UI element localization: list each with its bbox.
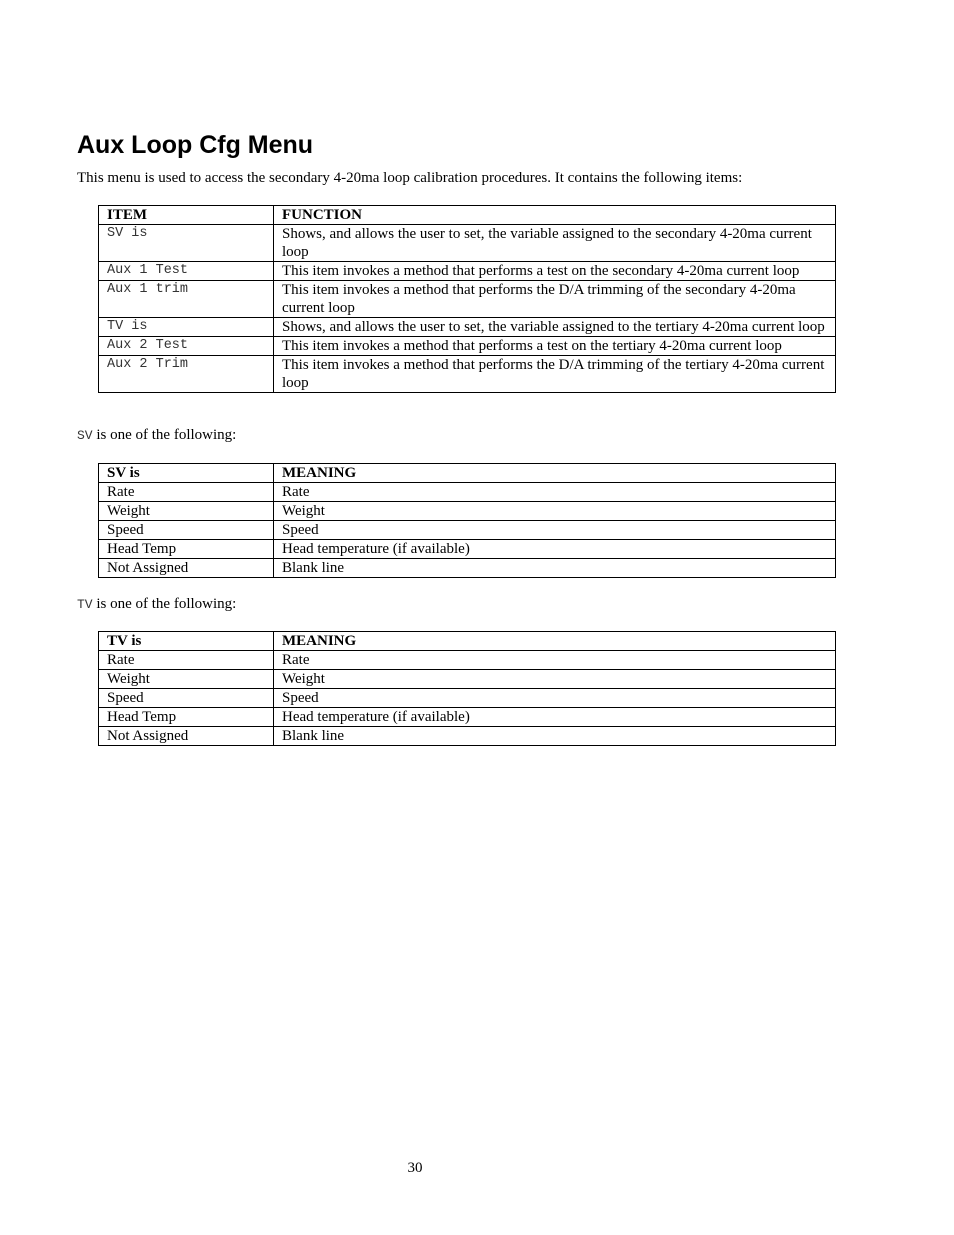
table-header-row [99, 206, 836, 225]
table-row [99, 225, 836, 262]
function-cell: This item invokes a method that performs the D/A trimming of the tertiary 4-20ma current loop [274, 356, 836, 393]
item-cell: Aux 1 trim [99, 281, 274, 318]
sv-code: SV [77, 428, 93, 443]
table-row [99, 689, 836, 708]
page-number: 30 [407, 1160, 423, 1176]
meaning-cell: Speed [274, 689, 836, 708]
value-cell: Speed [99, 689, 274, 708]
column-header-meaning: MEANING [274, 632, 836, 651]
sv-intro-paragraph [77, 426, 236, 445]
item-cell: Aux 1 Test [99, 262, 274, 281]
tv-table [98, 631, 836, 746]
column-header-sv: SV is [99, 464, 274, 483]
meaning-cell: Head temperature (if available) [274, 708, 836, 727]
value-cell: Head Temp [99, 708, 274, 727]
meaning-cell: Rate [274, 483, 836, 502]
table-row [99, 318, 836, 337]
meaning-cell: Blank line [274, 559, 836, 578]
table-row [99, 281, 836, 318]
item-cell: SV is [99, 225, 274, 262]
table-row [99, 651, 836, 670]
column-header-tv: TV is [99, 632, 274, 651]
table-row [99, 708, 836, 727]
item-cell: TV is [99, 318, 274, 337]
table-header-row [99, 632, 836, 651]
tv-intro-text: is one of the following: [92, 596, 237, 612]
function-cell: Shows, and allows the user to set, the variable assigned to the tertiary 4-20ma current loop [274, 318, 836, 337]
column-header-item: ITEM [99, 206, 274, 225]
value-cell: Speed [99, 521, 274, 540]
function-cell: Shows, and allows the user to set, the variable assigned to the secondary 4-20ma current loop [274, 225, 836, 262]
intro-paragraph: This menu is used to access the secondary 4-20ma loop calibration procedures. It contains the following items: [77, 170, 743, 186]
meaning-cell: Head temperature (if available) [274, 540, 836, 559]
meaning-cell: Blank line [274, 727, 836, 746]
value-cell: Rate [99, 483, 274, 502]
table-row [99, 727, 836, 746]
tv-intro-paragraph [77, 595, 236, 614]
column-header-meaning: MEANING [274, 464, 836, 483]
value-cell: Not Assigned [99, 727, 274, 746]
sv-table [98, 463, 836, 578]
table-row [99, 337, 836, 356]
meaning-cell: Weight [274, 502, 836, 521]
table-row [99, 559, 836, 578]
table-row [99, 670, 836, 689]
value-cell: Not Assigned [99, 559, 274, 578]
value-cell: Head Temp [99, 540, 274, 559]
table-row [99, 356, 836, 393]
function-cell: This item invokes a method that performs a test on the secondary 4-20ma current loop [274, 262, 836, 281]
value-cell: Weight [99, 502, 274, 521]
table-row [99, 521, 836, 540]
function-cell: This item invokes a method that performs the D/A trimming of the secondary 4-20ma current loop [274, 281, 836, 318]
column-header-function: FUNCTION [274, 206, 836, 225]
value-cell: Rate [99, 651, 274, 670]
sv-intro-text: is one of the following: [92, 427, 237, 443]
meaning-cell: Rate [274, 651, 836, 670]
items-table [98, 205, 836, 393]
table-row [99, 483, 836, 502]
function-cell: This item invokes a method that performs a test on the tertiary 4-20ma current loop [274, 337, 836, 356]
meaning-cell: Weight [274, 670, 836, 689]
table-row [99, 502, 836, 521]
meaning-cell: Speed [274, 521, 836, 540]
value-cell: Weight [99, 670, 274, 689]
item-cell: Aux 2 Test [99, 337, 274, 356]
tv-code: TV [77, 597, 93, 612]
table-row [99, 262, 836, 281]
item-cell: Aux 2 Trim [99, 356, 274, 393]
page-heading: Aux Loop Cfg Menu [77, 131, 314, 159]
table-header-row [99, 464, 836, 483]
table-row [99, 540, 836, 559]
